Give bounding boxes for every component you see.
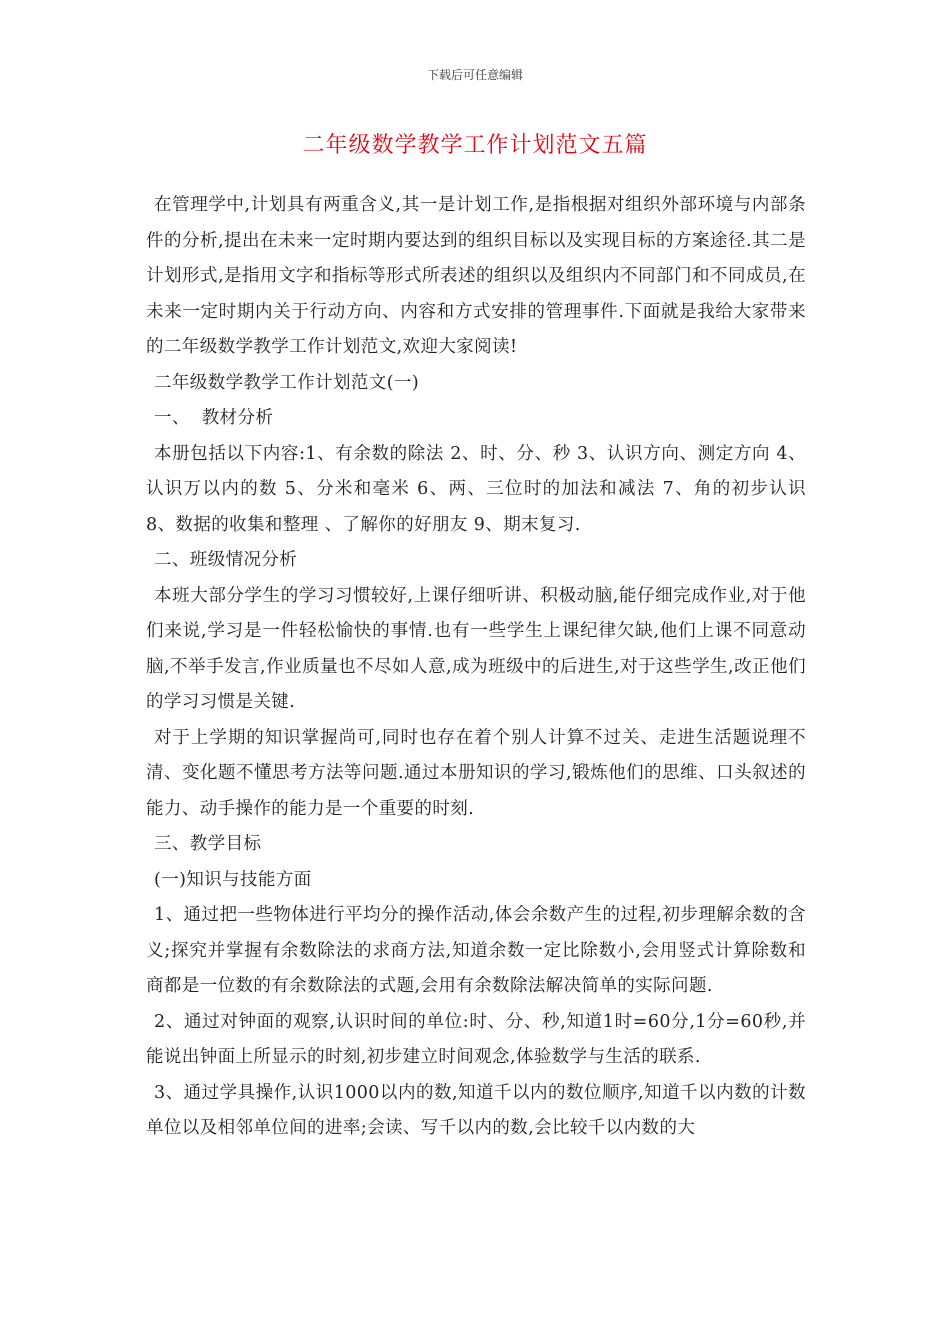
heading-knowledge-skills: (一)知识与技能方面	[154, 869, 312, 890]
paragraph-textbook-contents: 本册包括以下内容:1、有余数的除法 2、时、分、秒 3、认识方向、测定方向 4、认识万以内的数 5、分米和毫米 6、两、三位时的加法和减法 7、角的初步认识 8、数据的收集和整理 、了解你的好朋友 9、期末复习.	[146, 443, 806, 535]
document-body	[146, 188, 806, 1147]
document-title: 二年级数学教学工作计划范文五篇	[302, 133, 648, 158]
paragraph-goal-3: 3、通过学具操作,认识1000以内的数,知道千以内的数位顺序,知道千以内数的计数单位以及相邻单位间的进率;会读、写千以内的数,会比较千以内数的大	[146, 1082, 806, 1138]
heading-class-analysis: 二、班级情况分析	[154, 550, 298, 570]
paragraph-intro: 在管理学中,计划具有两重含义,其一是计划工作,是指根据对组织外部环境与内部条件的分析,提出在未来一定时期内要达到的组织目标以及实现目标的方案途径.其二是计划形式,是指用文字和指标等形式所表述的组织以及组织内不同部门和不同成员,在未来一定时期内关于行动方向、内容和方式安排的管理事件.下面就是我给大家带来的二年级数学教学工作计划范文,欢迎大家阅读!	[146, 195, 806, 357]
paragraph-goal-1: 1、通过把一些物体进行平均分的操作活动,体会余数产生的过程,初步理解余数的含义;探究并掌握有余数除法的求商方法,知道余数一定比除数小,会用竖式计算除数和商都是一位数的有余数除法的式题,会用有余数除法解决简单的实际问题.	[146, 905, 806, 996]
paragraph-goal-2: 2、通过对钟面的观察,认识时间的单位:时、分、秒,知道1时=60分,1分=60秒,并能说出钟面上所显示的时刻,初步建立时间观念,体验数学与生活的联系.	[146, 1011, 806, 1067]
heading-teaching-goals: 三、教学目标	[154, 834, 262, 854]
paragraph-last-term: 对于上学期的知识掌握尚可,同时也存在着个别人计算不过关、走进生活题说理不清、变化题不懂思考方法等问题.通过本册知识的学习,锻炼他们的思维、口头叙述的能力、动手操作的能力是一个重要的时刻.	[146, 727, 806, 819]
heading-plan-one: 二年级数学教学工作计划范文(一)	[154, 372, 420, 393]
page-header-note: 下载后可任意编辑	[426, 68, 523, 82]
heading-textbook-analysis: 一、 教材分析	[154, 408, 274, 428]
paragraph-class-habits: 本班大部分学生的学习习惯较好,上课仔细听讲、积极动脑,能仔细完成作业,对于他们来说,学习是一件轻松愉快的事情.也有一些学生上课纪律欠缺,他们上课不同意动脑,不举手发言,作业质量也不尽如人意,成为班级中的后进生,对于这些学生,改正他们的学习习惯是关键.	[146, 585, 806, 712]
